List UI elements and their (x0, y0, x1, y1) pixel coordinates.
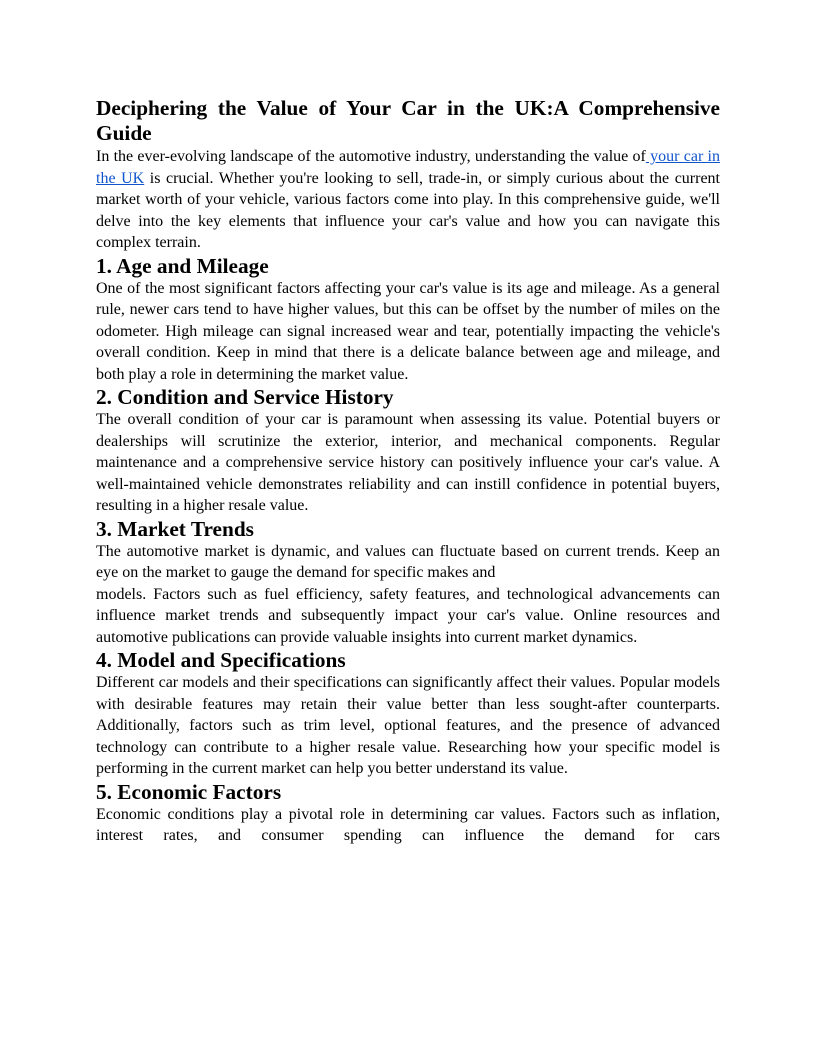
intro-text-after-link: is crucial. Whether you're looking to sell, trade-in, or simply curious about the current market worth of your vehicle, various factors come into play. In this comprehensive guide, we'll delve into the key elements that influence your car's value and how you can navigate this complex terrain. (96, 169, 720, 251)
section-body-model-specs: Different car models and their specifications can significantly affect their values. Popular models with desirable features may retain their value better than less sought-after counterparts. Additionally, factors such as trim level, optional features, and the presence of advanced technology can contribute to a higher resale value. Researching how your specific model is performing in the current market can help you better understand its value. (96, 674, 720, 777)
section-body-condition-service: The overall condition of your car is paramount when assessing its value. Potential buyers or dealerships will scrutinize the exterior, interior, and mechanical components. Regular maintenance and a comprehensive service history can positively influence your car's value. A well-maintained vehicle demonstrates reliability and can instill confidence in potential buyers, resulting in a higher resale value. (96, 411, 720, 514)
section-heading-condition-service: 2. Condition and Service History (96, 385, 394, 409)
section-heading-model-specs: 4. Model and Specifications (96, 648, 346, 672)
intro-paragraph (96, 146, 720, 254)
section-body-market-trends-line1: The automotive market is dynamic, and values can fluctuate based on current trends. Keep an eye on the market to gauge the demand for specific makes and (96, 542, 720, 581)
intro-text-before-link: In the ever-evolving landscape of the automotive industry, understanding the value of (96, 148, 646, 165)
section-body-economic-factors: Economic conditions play a pivotal role in determining car values. Factors such as inflation, interest rates, and consumer spending can influence the demand for cars (96, 805, 720, 844)
car-value-link[interactable]: your car in the UK (96, 148, 721, 187)
section-body-age-mileage: One of the most significant factors affecting your car's value is its age and mileage. As a general rule, newer cars tend to have higher values, but this can be offset by the number of miles on the odometer. High mileage can signal increased wear and tear, potentially impacting the vehicle's overall condition. Keep in mind that there is a delicate balance between age and mileage, and both play a role in determining the market value. (96, 279, 720, 383)
document-title: Deciphering the Value of Your Car in the UK:A Comprehensive Guide (96, 96, 720, 145)
section-heading-age-mileage: 1. Age and Mileage (96, 253, 269, 278)
section-heading-market-trends: 3. Market Trends (96, 516, 254, 541)
section-body-market-trends-line2: models. Factors such as fuel efficiency, safety features, and technological advancements can influence market trends and subsequently impact your car's value. Online resources and automotive publications can provide valuable insights into current market dynamics. (96, 585, 720, 646)
section-heading-economic-factors: 5. Economic Factors (96, 779, 282, 804)
